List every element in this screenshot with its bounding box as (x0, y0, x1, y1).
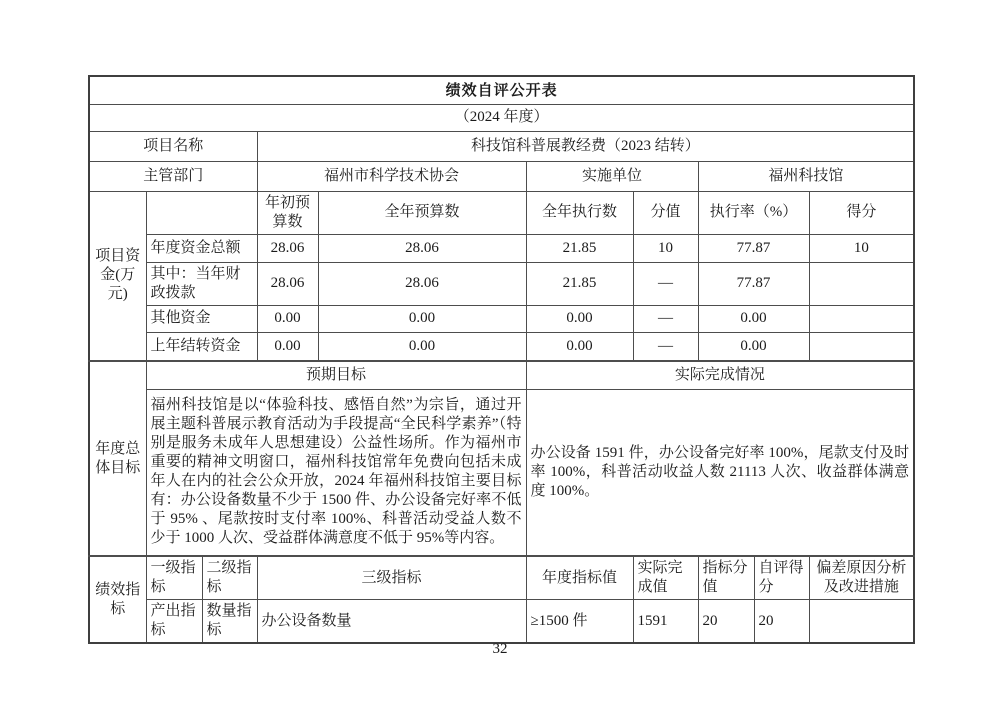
funding-score (809, 262, 914, 305)
performance-header-deviation: 偏差原因分析及改进措施 (809, 556, 914, 600)
funding-header-annual-budget: 全年预算数 (318, 191, 526, 234)
funding-annual-execution: 0.00 (526, 332, 633, 361)
funding-section-label: 项目资金(万元) (89, 191, 146, 361)
performance-header-level3: 三级指标 (257, 556, 526, 600)
funding-row (89, 305, 914, 332)
funding-header-score: 得分 (809, 191, 914, 234)
funding-execution-rate: 77.87 (698, 234, 809, 262)
funding-row-label: 上年结转资金 (146, 332, 257, 361)
performance-actual-value: 1591 (633, 600, 698, 644)
funding-annual-execution: 21.85 (526, 262, 633, 305)
performance-header-level2: 二级指标 (202, 556, 257, 600)
funding-points: — (633, 262, 698, 305)
performance-header-self-score: 自评得分 (754, 556, 809, 600)
funding-header-points: 分值 (633, 191, 698, 234)
department-row (89, 161, 914, 191)
actual-completion-header: 实际完成情况 (526, 361, 914, 389)
funding-annual-budget: 28.06 (318, 234, 526, 262)
table-title: 绩效自评公开表 (89, 76, 914, 104)
funding-initial-budget: 0.00 (257, 332, 318, 361)
funding-initial-budget: 0.00 (257, 305, 318, 332)
annual-goal-content-row (89, 389, 914, 556)
funding-header-empty-cell (146, 191, 257, 234)
funding-header-initial-budget: 年初预算数 (257, 191, 318, 234)
performance-header-row (89, 556, 914, 600)
project-name-label: 项目名称 (89, 131, 257, 161)
performance-header-points: 指标分值 (698, 556, 754, 600)
performance-annual-target: ≥1500 件 (526, 600, 633, 644)
funding-score: 10 (809, 234, 914, 262)
funding-row-label: 其他资金 (146, 305, 257, 332)
department-label: 主管部门 (89, 161, 257, 191)
performance-section-label: 绩效指标 (89, 556, 146, 643)
funding-annual-execution: 21.85 (526, 234, 633, 262)
table-year: （2024 年度） (89, 104, 914, 131)
funding-execution-rate: 0.00 (698, 332, 809, 361)
performance-header-annual-target: 年度指标值 (526, 556, 633, 600)
page-number: 32 (492, 641, 508, 657)
funding-row-label: 其中：当年财政拨款 (146, 262, 257, 305)
performance-self-score: 20 (754, 600, 809, 644)
performance-level2: 数量指标 (202, 600, 257, 644)
performance-header-actual-value: 实际完成值 (633, 556, 698, 600)
expected-goal-header: 预期目标 (146, 361, 526, 389)
annual-goal-header-row (89, 361, 914, 389)
funding-initial-budget: 28.06 (257, 262, 318, 305)
funding-annual-budget: 0.00 (318, 305, 526, 332)
funding-score (809, 305, 914, 332)
annual-goal-section-label: 年度总体目标 (89, 361, 146, 556)
department-value: 福州市科学技术协会 (257, 161, 526, 191)
expected-goal-text: 福州科技馆是以“体验科技、感悟自然”为宗旨，通过开展主题科普展示教育活动为手段提高“全民科学素养”（特别是服务未成年人思想建设）公益性场所。作为福州市重要的精神文明窗口，福州科技馆常年免费向包括未成年人在内的社会公众开放，2024 年福州科技馆主要目标有：办公设备数量不少于 1500 件、办公设备完好率不低于 95% 、尾款按时支付率 100%、科普活动受益人数不少于 1000 人次、受益群体满意度不低于 95%等内容。 (146, 389, 526, 556)
performance-deviation (809, 600, 914, 644)
funding-row (89, 234, 914, 262)
performance-self-evaluation-table (88, 75, 915, 644)
funding-annual-execution: 0.00 (526, 305, 633, 332)
funding-header-execution-rate: 执行率（%） (698, 191, 809, 234)
funding-execution-rate: 77.87 (698, 262, 809, 305)
performance-row (89, 600, 914, 644)
funding-row-label: 年度资金总额 (146, 234, 257, 262)
funding-header-row (89, 191, 914, 234)
performance-level1: 产出指标 (146, 600, 202, 644)
actual-completion-text: 办公设备 1591 件，办公设备完好率 100%，尾款支付及时率 100%，科普活动收益人数 21113 人次、收益群体满意度 100%。 (526, 389, 914, 556)
funding-points: — (633, 332, 698, 361)
year-row (89, 104, 914, 131)
funding-header-annual-execution: 全年执行数 (526, 191, 633, 234)
project-name-value: 科技馆科普展教经费（2023 结转） (257, 131, 914, 161)
implementing-unit-label: 实施单位 (526, 161, 698, 191)
funding-points: — (633, 305, 698, 332)
funding-row (89, 332, 914, 361)
funding-annual-budget: 0.00 (318, 332, 526, 361)
performance-header-level1: 一级指标 (146, 556, 202, 600)
title-row (89, 76, 914, 104)
funding-row (89, 262, 914, 305)
funding-points: 10 (633, 234, 698, 262)
funding-initial-budget: 28.06 (257, 234, 318, 262)
implementing-unit-value: 福州科技馆 (698, 161, 914, 191)
performance-level3: 办公设备数量 (257, 600, 526, 644)
project-name-row (89, 131, 914, 161)
performance-points: 20 (698, 600, 754, 644)
funding-execution-rate: 0.00 (698, 305, 809, 332)
funding-annual-budget: 28.06 (318, 262, 526, 305)
funding-score (809, 332, 914, 361)
